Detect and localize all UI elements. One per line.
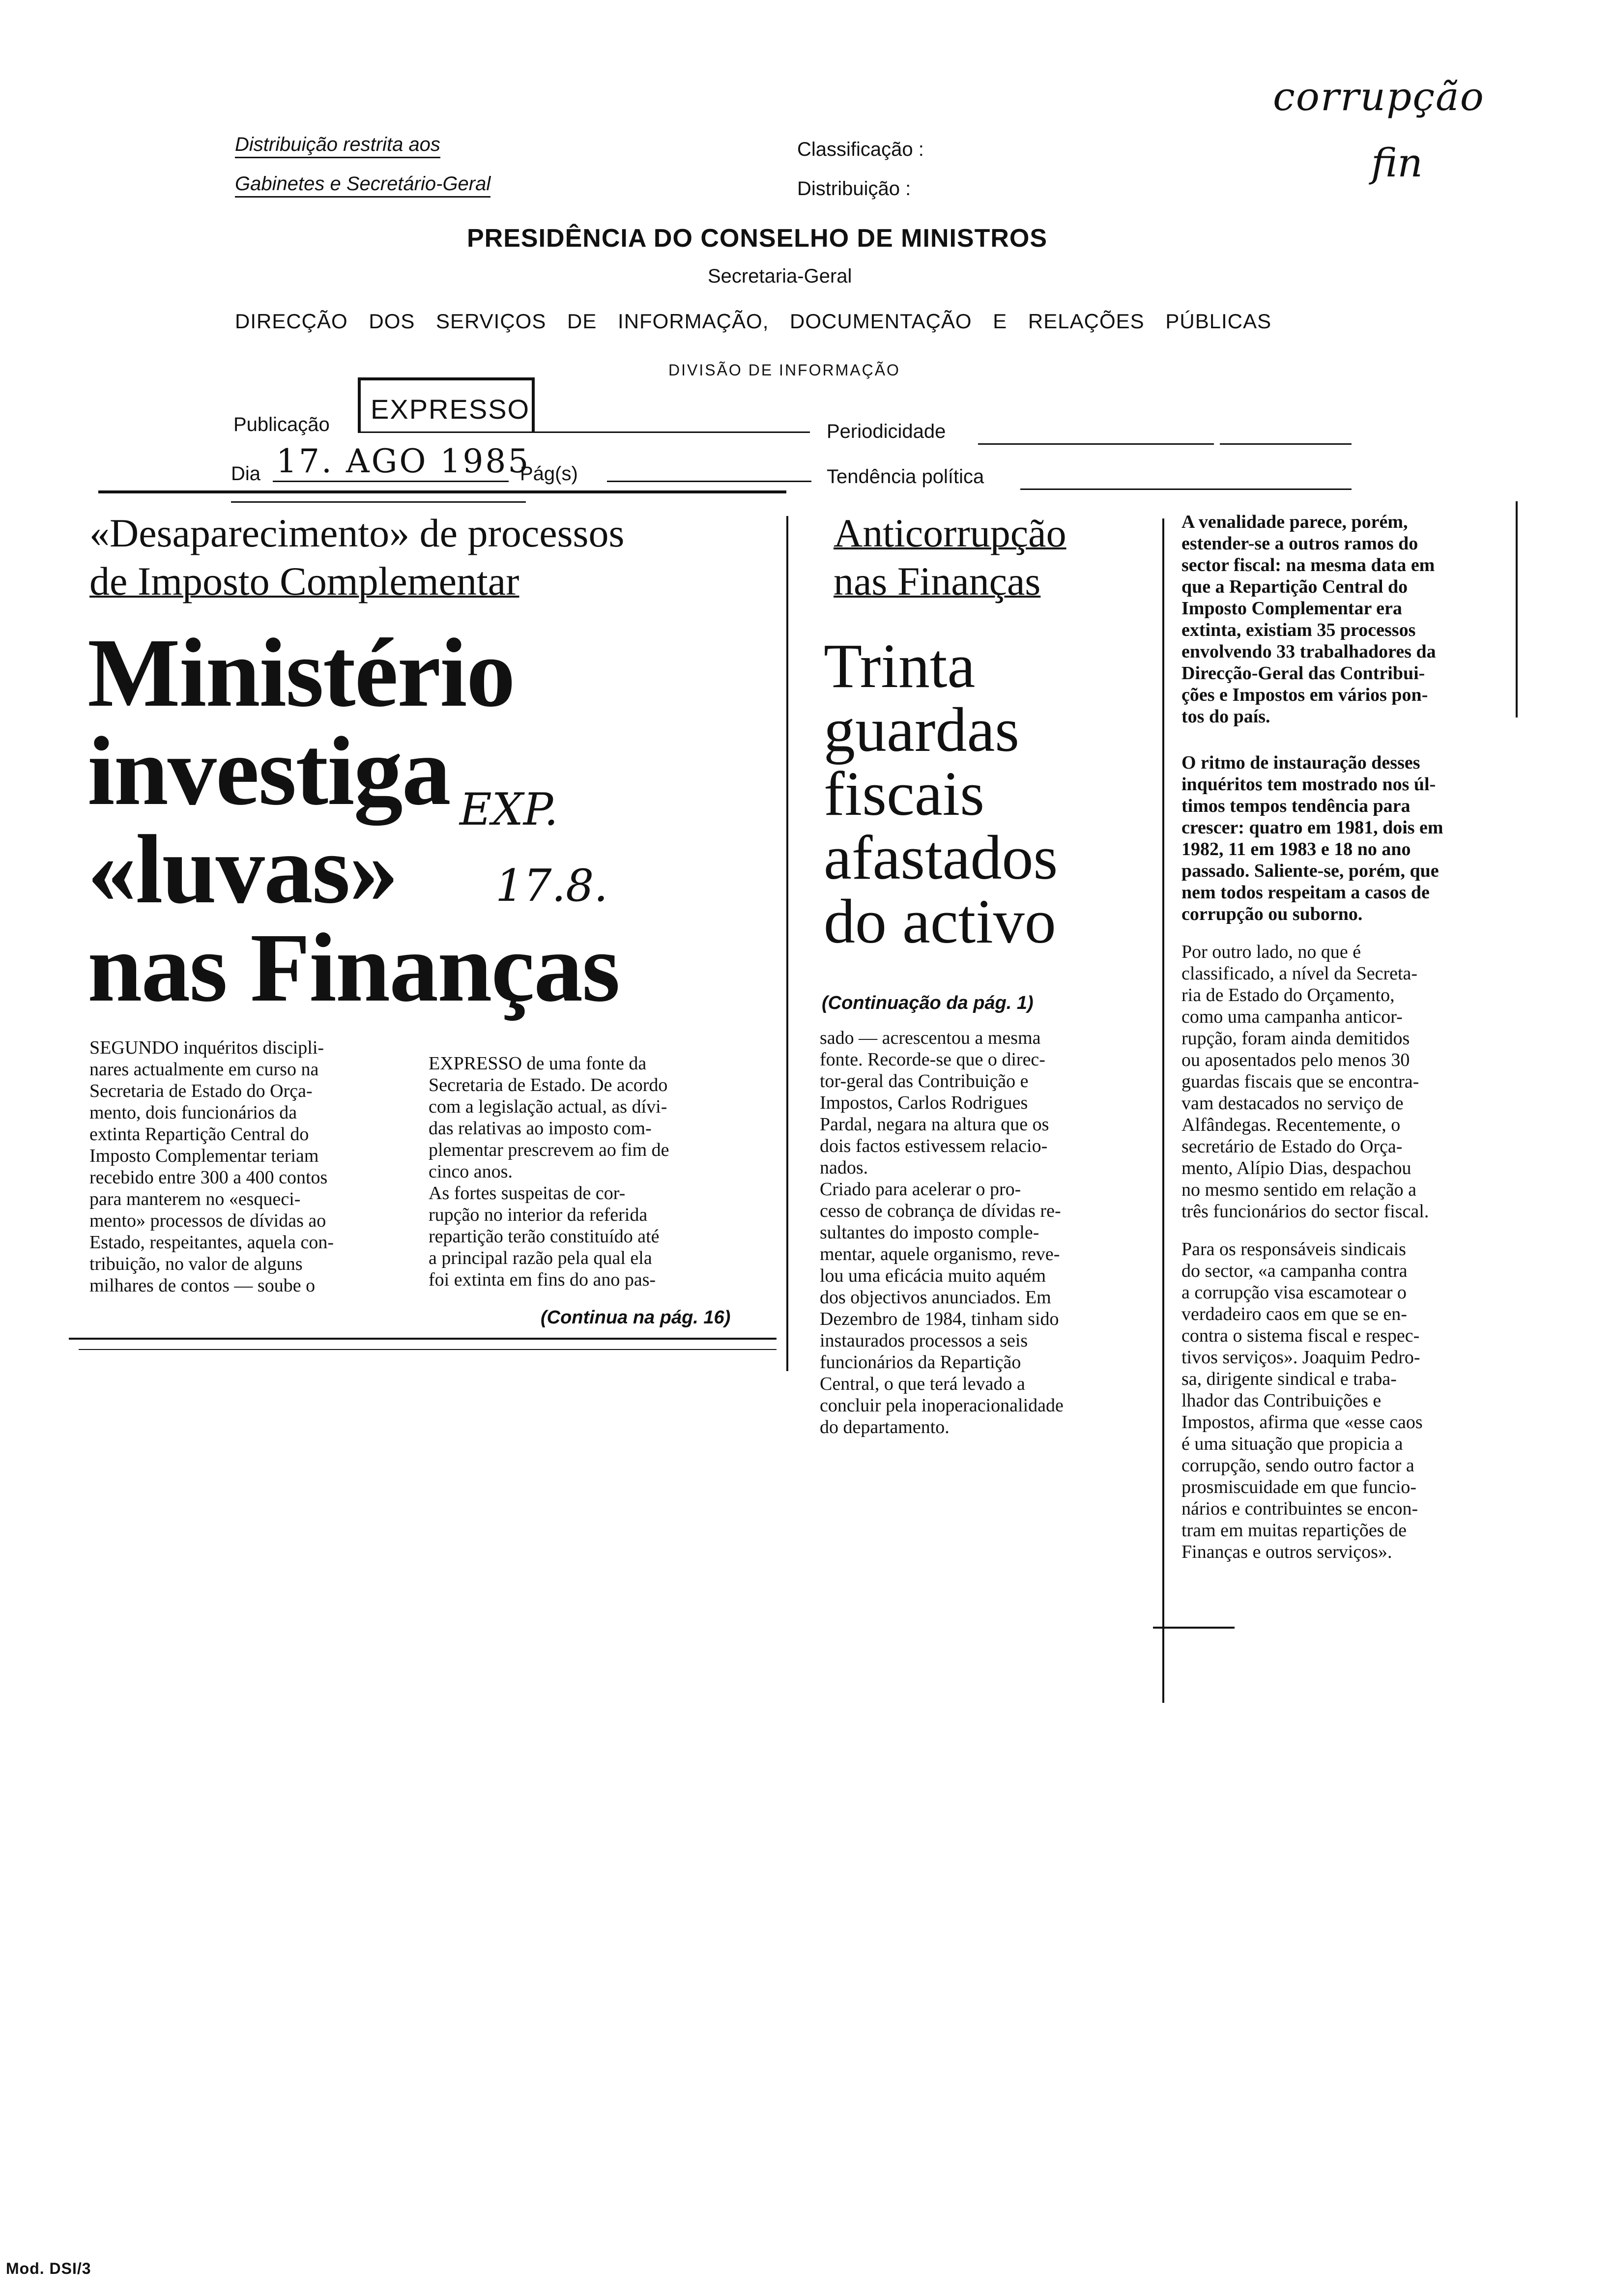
divisao-informacao: DIVISÃO DE INFORMAÇÃO [668, 361, 900, 379]
article2-kicker-line1: Anticorrupção [834, 511, 1066, 555]
article1-column1: SEGUNDO inquéritos discipli- nares actualmente em curso na Secretaria de Estado do Orça- mento, dois funcionários da extinta Repartição Central do Imposto Complementar teriam recebido entre 300 a 400 contos para manterem no «esqueci- mento» processos de dívidas ao Estado, respeitantes, aquela con- tribuição, no valor de alguns milhares de contos — soube o [89, 1037, 334, 1296]
article1-continues: (Continua na pág. 16) [541, 1307, 731, 1328]
article2-right-p4: Para os responsáveis sindicais do sector, «a campanha contra a corrupção visa escamotear o verdadeiro caos em que se en- contra o sistema fiscal e respec- tivos serviços». Joaquim Pedro- sa, dirigente sindical e traba- lhador das Contribuições e Impostos, afirma que «esse caos é uma situação que propicia a corrupção, sendo outro factor a prosmiscuidade em que funcio- nários e contribuintes se encon- tram em muitas repartições de Finanças e outros serviços». [1181, 1239, 1423, 1562]
classificacao-label: Classificação : [797, 139, 924, 160]
presidencia-title: PRESIDÊNCIA DO CONSELHO DE MINISTROS [467, 224, 1048, 253]
tendencia-label: Tendência política [827, 466, 984, 488]
article1-headline-line3: «luvas» [87, 815, 398, 924]
article2-continuation: (Continuação da pág. 1) [822, 993, 1034, 1013]
publicacao-value: EXPRESSO [371, 394, 530, 425]
article2-right-p1: A venalidade parece, porém, estender-se a outros ramos do sector fiscal: na mesma data em que a Repartição Central do Imposto Complementar era extinta, existiam 35 processos envolvendo 33 trabalhadores da Direcção-Geral das Contribui- ções e Impostos em vários pon- tos do país. [1181, 512, 1436, 727]
article2-middle-column: sado — acrescentou a mesma fonte. Recorde-se que o direc- tor-geral das Contribuição e Impostos, Carlos Rodrigues Pardal, negara na altura que os dois factos estivessem relacio- nados. Criado para acelerar o pro- cesso de cobrança de dívidas re- sultantes do imposto comple- mentar, aquele organismo, reve- lou uma eficácia muito aquém dos objectivos anunciados. Em Dezembro de 1984, tinham sido instaurados processos a seis funcionários da Repartição Central, o que terá levado a concluir pela inoperacionalidade do departamento. [820, 1028, 1064, 1437]
article1-headline-line2: investiga [87, 717, 450, 826]
article1-column2: EXPRESSO de uma fonte da Secretaria de Estado. De acordo com a legislação actual, as dívi- das relativas ao imposto com- plementar prescrevem ao fim de cinco anos. As fortes suspeitas de cor- rupção no interior da referida repartição terão constituído até a principal razão pela qual ela foi extinta em fins do ano pas- [429, 1053, 669, 1290]
article1-kicker-line2: de Imposto Complementar [89, 559, 519, 603]
article1-kicker-line1: «Desaparecimento» de processos [89, 511, 625, 555]
article2-kicker-line2: nas Finanças [834, 559, 1041, 603]
restricted-distribution-line2: Gabinetes e Secretário-Geral [235, 173, 490, 198]
article2-right-p2: O ritmo de instauração desses inquéritos tem mostrado nos úl- timos tempos tendência para crescer: quatro em 1981, dois em 1982, 11 em 1983 e 18 no ano passado. Saliente-se, porém, que nem todos respeitam a casos de corrupção ou suborno. [1181, 752, 1443, 924]
handwritten-note-date: 17.8. [495, 860, 608, 912]
publicacao-label: Publicação [233, 414, 330, 435]
article2-headline-line5: do activo [824, 887, 1056, 956]
direccao-servicos: DIRECÇÃO DOS SERVIÇOS DE INFORMAÇÃO, DOCUMENTAÇÃO E RELAÇÕES PÚBLICAS [235, 310, 1272, 333]
article2-right-p3: Por outro lado, no que é classificado, a nível da Secreta- ria de Estado do Orçamento, como uma campanha anticor- rupção, foram ainda demitidos ou aposentados pelo menos 30 guardas fiscais que se encontra- vam destacados no serviço de Alfândegas. Recentemente, o secretário de Estado do Orça- mento, Alípio Dias, despachou no mesmo sentido em relação a três funcionários do sector fiscal. [1181, 942, 1429, 1222]
pags-label: Pág(s) [520, 463, 578, 485]
article1-headline-line1: Ministério [87, 619, 515, 727]
dia-label: Dia [231, 463, 261, 485]
handwritten-note-exp: EXP. [460, 784, 558, 835]
form-model-code: Mod. DSI/3 [6, 2260, 91, 2277]
publicacao-stamp [358, 377, 535, 431]
article2-headline-line4: afastados [824, 823, 1058, 892]
periodicidade-label: Periodicidade [827, 421, 946, 442]
article2-headline-line1: Trinta [824, 631, 976, 701]
handwritten-note-corrupcao: corrupção [1273, 74, 1485, 119]
dia-value: 17. AGO 1985 [276, 442, 531, 480]
secretaria-geral: Secretaria-Geral [708, 265, 852, 287]
article2-headline-line3: fiscais [824, 759, 984, 829]
article2-headline-line2: guardas [824, 695, 1020, 765]
distribuicao-label: Distribuição : [797, 178, 911, 200]
restricted-distribution-line1: Distribuição restrita aos [235, 134, 440, 158]
handwritten-note-fin: fin [1371, 140, 1423, 186]
publicacao-underline [358, 431, 810, 433]
article1-headline-line4: nas Finanças [87, 914, 619, 1022]
